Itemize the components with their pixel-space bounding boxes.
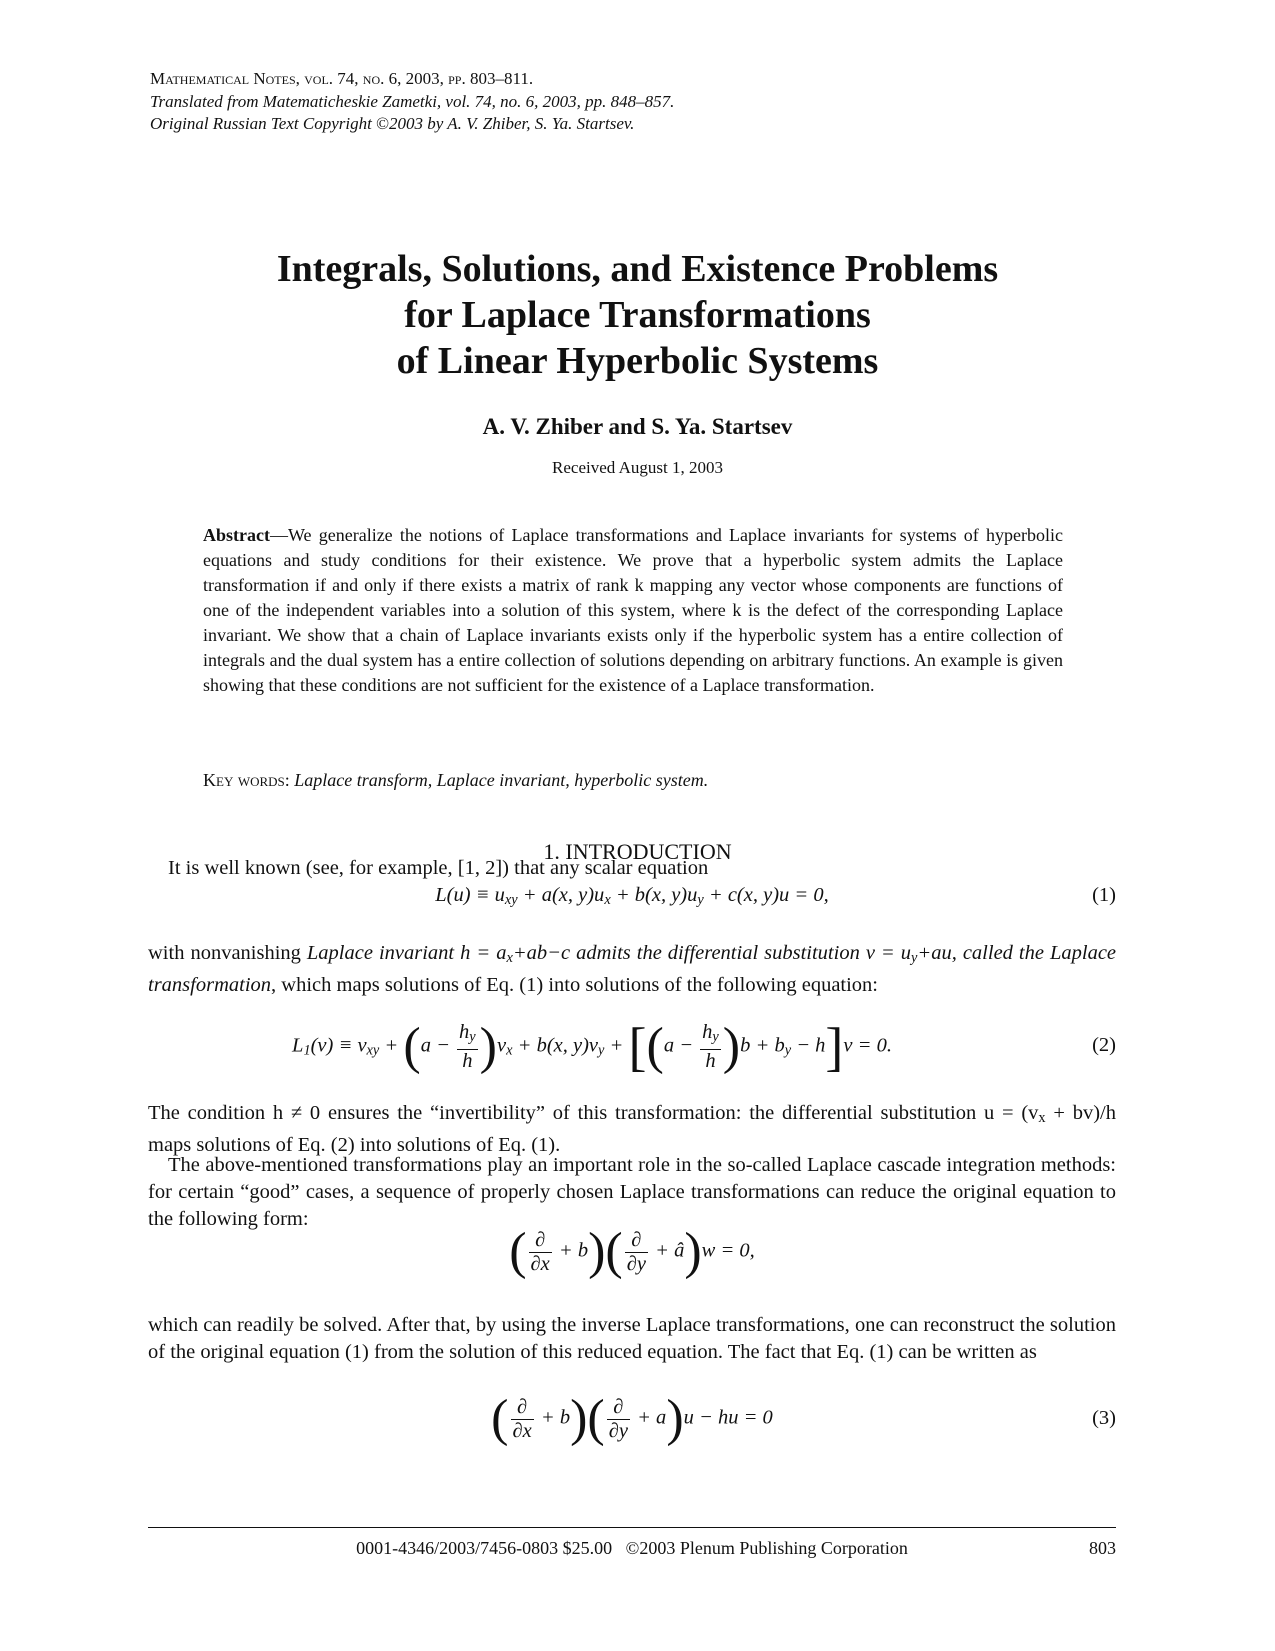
page-number: 803 bbox=[1089, 1538, 1116, 1558]
equation-1: $L(u) \equiv u_{xy} + a(x$, $y)u_x + b(x$, $y)u_y + c(x$, y)u = 0, (1) bbox=[435, 884, 1116, 908]
equation-3: ( $\frac{\partial}{\partial x}$ + b)( $\frac{\partial}{\partial y}$ + a)u − hu = 0 (3) bbox=[491, 1390, 1116, 1447]
footer-copyright: ©2003 Plenum Publishing Corporation bbox=[625, 1538, 908, 1558]
received-date: Received August 1, 2003 bbox=[552, 458, 723, 477]
keywords bbox=[203, 770, 1063, 791]
keywords-text: Laplace transform, Laplace invariant, hyperbolic system. bbox=[294, 770, 709, 790]
paragraph: The condition h ≠ 0 ensures the “invertibility” of this transformation: the differential substitution $u = (v_x + bv)/h$ maps solutions of Eq. (2) into solutions of Eq. (1). bbox=[148, 1102, 1116, 1156]
abstract: Abstract—We generalize the notions of Laplace transformations and Laplace invariants for systems of hyperbolic equations and study conditions for their existence. We prove that a hyperbolic system admits the Laplace transformation if and only if there exists a matrix of rank k mapping any vector whose components are functions of one of the independent variables into a solution of this system, where k is the defect of the corresponding Laplace invariant. We show that a chain of Laplace invariants exists only if the hyperbolic system has a entire collection of integrals and the dual system has a entire collection of solutions depending on arbitrary functions. An example is given showing that these conditions are not sufficient for the existence of a Laplace transformation. bbox=[203, 525, 1063, 695]
abstract-text: We generalize the notions of Laplace transformations and Laplace invariants for systems of hyperbolic equations and study conditions for their existence. We prove that a hyperbolic system admits the Laplace transformation if and only if there exists a matrix of rank k mapping any vector whose components are functions of one of the independent variables into a solution of this system, where k is the defect of the corresponding Laplace invariant. We show that a chain of Laplace invariants exists only if the hyperbolic system has a entire collection of integrals and the dual system has a entire collection of solutions depending on arbitrary functions. An example is given showing that these conditions are not sufficient for the existence of a Laplace transformation. bbox=[203, 525, 1063, 695]
paragraph: The above-mentioned transformations play an important role in the so-called Laplace cascade integration methods: for certain “good” cases, a sequence of properly chosen Laplace transformations can reduce the original equation to the following form: bbox=[148, 1154, 1116, 1230]
equation-number: (2) bbox=[1092, 1034, 1116, 1056]
equation-factored: ( $\frac{\partial}{\partial x}$ + b)( $\frac{\partial}{\partial y}$ + â)w = 0, bbox=[509, 1223, 755, 1280]
footer-code: 0001-4346/2003/7456-0803 $25.00 bbox=[356, 1538, 613, 1558]
copyright-note: Original Russian Text Copyright ©2003 by A. V. Zhiber, S. Ya. Startsev. bbox=[150, 114, 635, 133]
journal-header bbox=[150, 68, 674, 136]
abstract-label: Abstract bbox=[203, 525, 270, 545]
equation-2: $L_1(v) \equiv v_{xy} + (a$ − $\frac{h_y}{h}$ )$v_x + b(x$, $y)v_y + [(a$ − $\frac{h_y}{h}$ )$b + b_y - h]v = 0$. (2) bbox=[292, 1017, 1116, 1077]
paragraph: with nonvanishing Laplace invariant $h = a_x+ab-c$ admits the differential substitution $v = u_y+au$, called the Laplace transformation, which maps solutions of Eq. (1) into solutions of the following equation: bbox=[148, 942, 1117, 996]
footer-rule bbox=[148, 1527, 1116, 1528]
paragraph: which can readily be solved. After that, by using the inverse Laplace transformations, one can reconstruct the solution of the original equation (1) from the solution of this reduced equation. The fact that Eq. (1) can be written as bbox=[148, 1314, 1116, 1363]
equation-number: (1) bbox=[1092, 884, 1116, 906]
paragraph: It is well known (see, for example, [1, 2]) that any scalar equation bbox=[168, 857, 709, 879]
translation-note: Translated from Matematicheskie Zametki, vol. 74, no. 6, 2003, pp. 848–857. bbox=[150, 91, 675, 111]
equation-number: (3) bbox=[1092, 1407, 1116, 1429]
paper-title: Integrals, Solutions, and Existence Problems for Laplace Transformations of Linear Hyperbolic Systems bbox=[276, 248, 999, 382]
section-heading: 1. INTRODUCTION bbox=[543, 839, 732, 864]
keywords-label: Key words: bbox=[203, 770, 290, 790]
journal-citation: Mathematical Notes, vol. 74, no. 6, 2003, pp. 803–811. bbox=[150, 69, 534, 88]
authors: A. V. Zhiber and S. Ya. Startsev bbox=[482, 414, 793, 439]
